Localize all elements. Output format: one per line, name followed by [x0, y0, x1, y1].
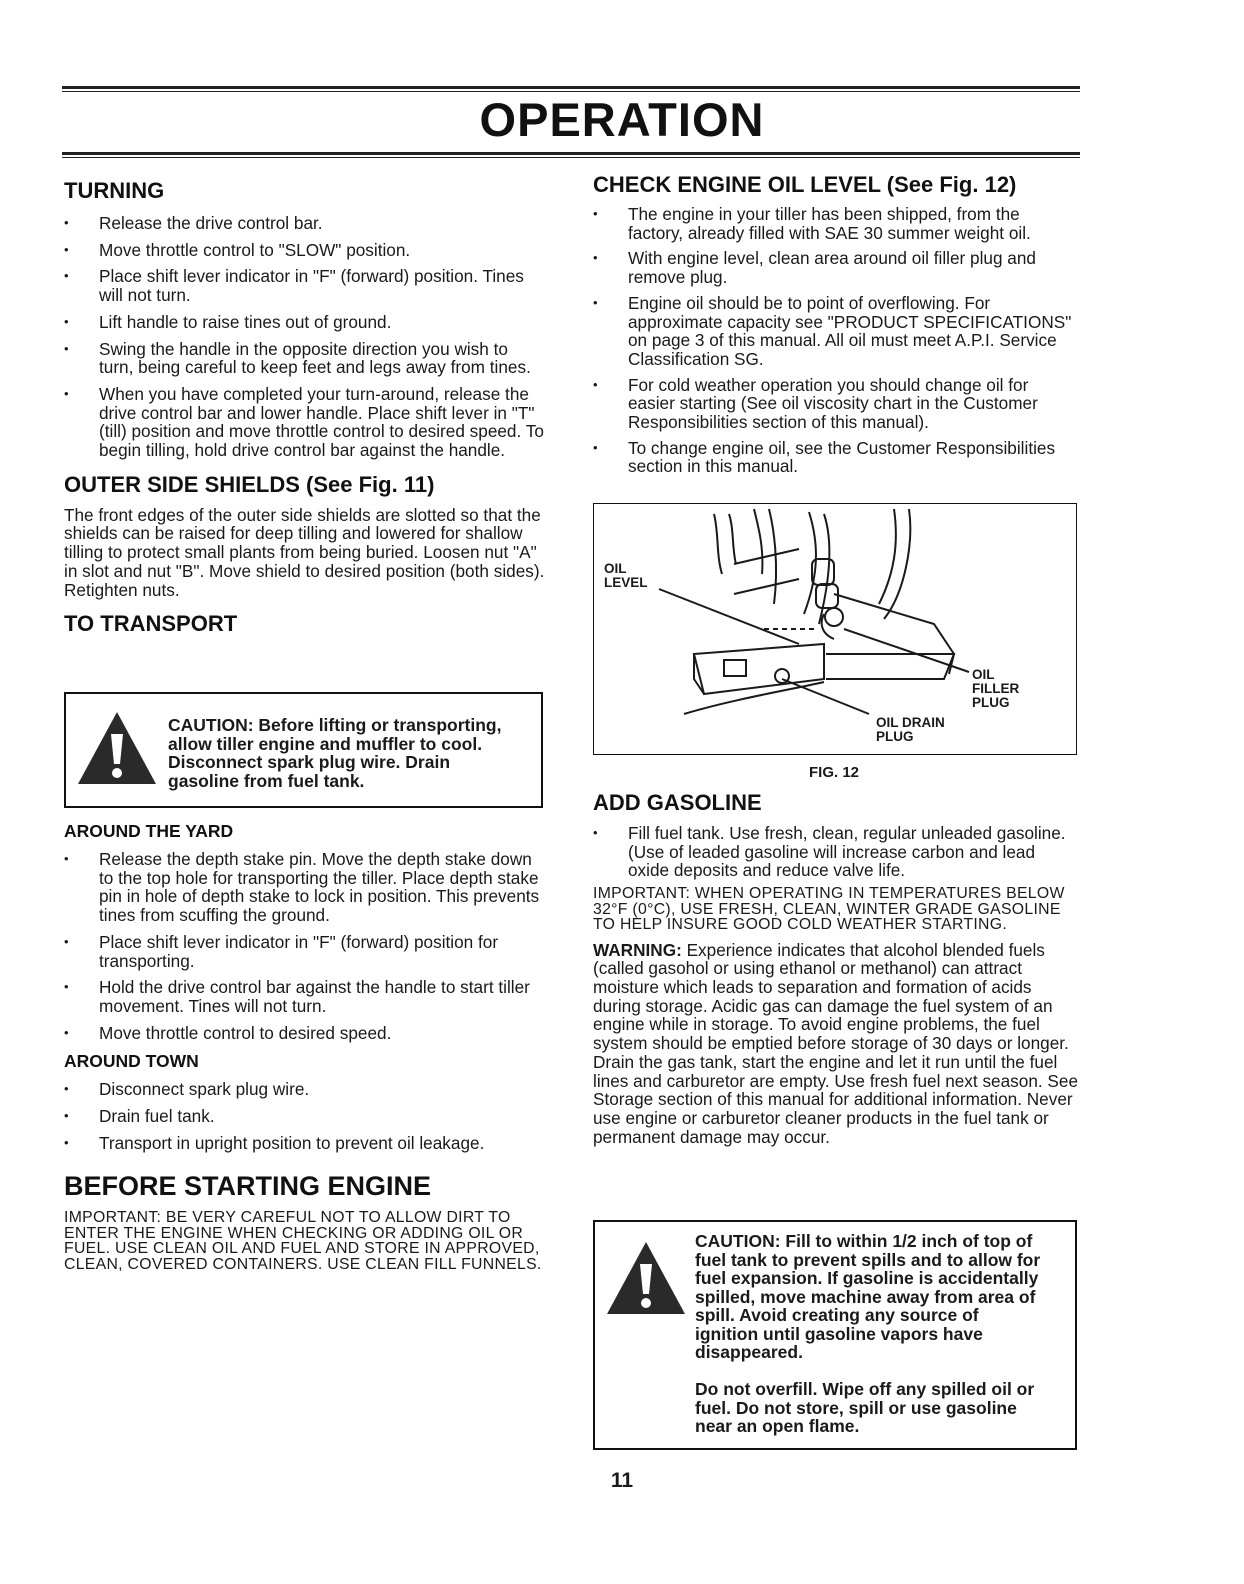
outer-shields-heading: OUTER SIDE SHIELDS (See Fig. 11) [64, 471, 435, 497]
engine-illustration [594, 504, 1076, 754]
transport-caution-box [64, 692, 543, 808]
gasoline-warning [593, 941, 1078, 1147]
warning-triangle-icon [76, 710, 158, 786]
list-item: • With engine level, clean area around oil filler plug and remove plug. [593, 249, 1078, 286]
right-column-lower [593, 790, 1078, 1146]
around-town-heading: AROUND TOWN [64, 1051, 199, 1072]
list-item: • Move throttle control to desired speed. [64, 1024, 546, 1043]
add-gasoline-list [593, 824, 1078, 880]
label-oil-drain-plug: OIL DRAIN PLUG [876, 715, 945, 744]
transport-heading: TO TRANSPORT [64, 611, 238, 637]
turning-list [64, 214, 546, 460]
title-rule-thin [62, 157, 1080, 158]
add-gasoline-heading: ADD GASOLINE [593, 790, 762, 815]
list-item: • Release the depth stake pin. Move the depth stake down to the top hole for transporting the tiller. Place depth stake pin in hole of depth stake to lock in position. This prevents tines from scuffing the ground. [64, 850, 546, 925]
label-oil-filler-plug: OIL FILLER PLUG [972, 667, 1020, 710]
page-number: 11 [610, 1469, 634, 1492]
top-rule [62, 86, 1080, 89]
warning-label: WARNING: [593, 939, 682, 960]
figure-caption: FIG. 12 [808, 764, 860, 781]
list-item: • Disconnect spark plug wire. [64, 1080, 546, 1099]
page-title: OPERATION [479, 93, 765, 146]
list-item: • When you have completed your turn-around, release the drive control bar and lower handle. Place shift lever in "T" (till) position and move throttle control to desired speed. To begin tilling, hold drive control bar against the handle. [64, 385, 546, 460]
label-oil-level: OIL LEVEL [604, 561, 648, 590]
left-column [64, 178, 546, 637]
outer-shields-text: The front edges of the outer side shields are slotted so that the shields can be raised for deep tilling and lowered for shallow tilling to protect small plants from being buried. Loosen nut "A" in slot and nut "B". Move shield to desired position (both sides). Retighten nuts. [64, 504, 545, 600]
around-yard-heading: AROUND THE YARD [64, 821, 234, 841]
list-item: • Transport in upright position to prevent oil leakage. [64, 1134, 546, 1153]
list-item: • Move throttle control to "SLOW" position. [64, 241, 546, 260]
gasoline-caution-text: CAUTION: Fill to within 1/2 inch of top of fuel tank to prevent spills and to allow for fuel expansion. If gasoline is accidentally spilled, move machine away from area of spill. Avoid creating any source of ignition until gasoline vapors have disappeared. [695, 1231, 1041, 1362]
gasoline-important: IMPORTANT: WHEN OPERATING IN TEMPERATURES BELOW 32°F (0°C), USE FRESH, CLEAN, WINTER GRADE GASOLINE TO HELP INSURE GOOD COLD WEATHER STARTING. [593, 885, 1065, 934]
list-item: • Lift handle to raise tines out of ground. [64, 313, 546, 332]
list-item: • Swing the handle in the opposite direction you wish to turn, being careful to keep feet and legs away from tines. [64, 340, 546, 377]
list-item: • Hold the drive control bar against the handle to start tiller movement. Tines will not turn. [64, 978, 546, 1015]
around-yard-list [64, 850, 546, 1042]
list-item: • Drain fuel tank. [64, 1107, 546, 1126]
list-item: • Engine oil should be to point of overflowing. For approximate capacity see "PRODUCT SPECIFICATIONS" on page 3 of this manual. All oil must meet A.P.I. Service Classification SG. [593, 294, 1078, 369]
list-item: • Fill fuel tank. Use fresh, clean, regular unleaded gasoline. (Use of leaded gasoline will increase carbon and lead oxide deposits and reduce valve life. [593, 824, 1078, 880]
figure-12 [593, 503, 1077, 755]
list-item: • Place shift lever indicator in "F" (forward) position for transporting. [64, 933, 546, 970]
list-item: • The engine in your tiller has been shipped, from the factory, already filled with SAE 30 summer weight oil. [593, 205, 1078, 242]
list-item: • Place shift lever indicator in "F" (forward) position. Tines will not turn. [64, 267, 546, 304]
warning-text: Experience indicates that alcohol blended fuels (called gasohol or using ethanol or methanol) can attract moisture which leads to separation and formation of acids during storage. Acidic gas can damage the fuel system of an engine while in storage. To avoid engine problems, the fuel system should be emptied before storage of 30 days or longer. Drain the gas tank, start the engine and let it run until the fuel lines and carburetor are empty. Use fresh fuel next season. See Storage section of this manual for additional information. Never use engine or carburetor cleaner products in the fuel tank or permanent damage may occur. [593, 939, 1079, 1147]
title-rule [62, 152, 1080, 155]
list-item: • For cold weather operation you should change oil for easier starting (See oil viscosity chart in the Customer Responsibilities section of this manual). [593, 376, 1078, 432]
left-column-lower [64, 820, 546, 1272]
list-item: • To change engine oil, see the Customer Responsibilities section in this manual. [593, 439, 1078, 476]
right-column [593, 172, 1078, 484]
before-starting-important: IMPORTANT: BE VERY CAREFUL NOT TO ALLOW DIRT TO ENTER THE ENGINE WHEN CHECKING OR ADDING OIL OR FUEL. USE CLEAN OIL AND FUEL AND STORE IN APPROVED, CLEAN, COVERED CONTAINERS. USE CLEAN FILL FUNNELS. [64, 1209, 542, 1273]
gasoline-caution-box [593, 1220, 1077, 1450]
list-item: • Release the drive control bar. [64, 214, 546, 233]
transport-caution-text: CAUTION: Before lifting or transporting, allow tiller engine and muffler to cool. Disconnect spark plug wire. Drain gasoline from fuel tank. [168, 715, 502, 791]
turning-heading: TURNING [64, 178, 165, 203]
check-oil-heading: CHECK ENGINE OIL LEVEL (See Fig. 12) [593, 172, 1017, 197]
around-town-list [64, 1080, 546, 1152]
gasoline-caution-text-2: Do not overfill. Wipe off any spilled oil or fuel. Do not store, spill or use gasoline near an open flame. [695, 1379, 1035, 1436]
before-starting-heading: BEFORE STARTING ENGINE [64, 1171, 432, 1202]
warning-triangle-icon [605, 1240, 687, 1316]
check-oil-list [593, 205, 1078, 476]
